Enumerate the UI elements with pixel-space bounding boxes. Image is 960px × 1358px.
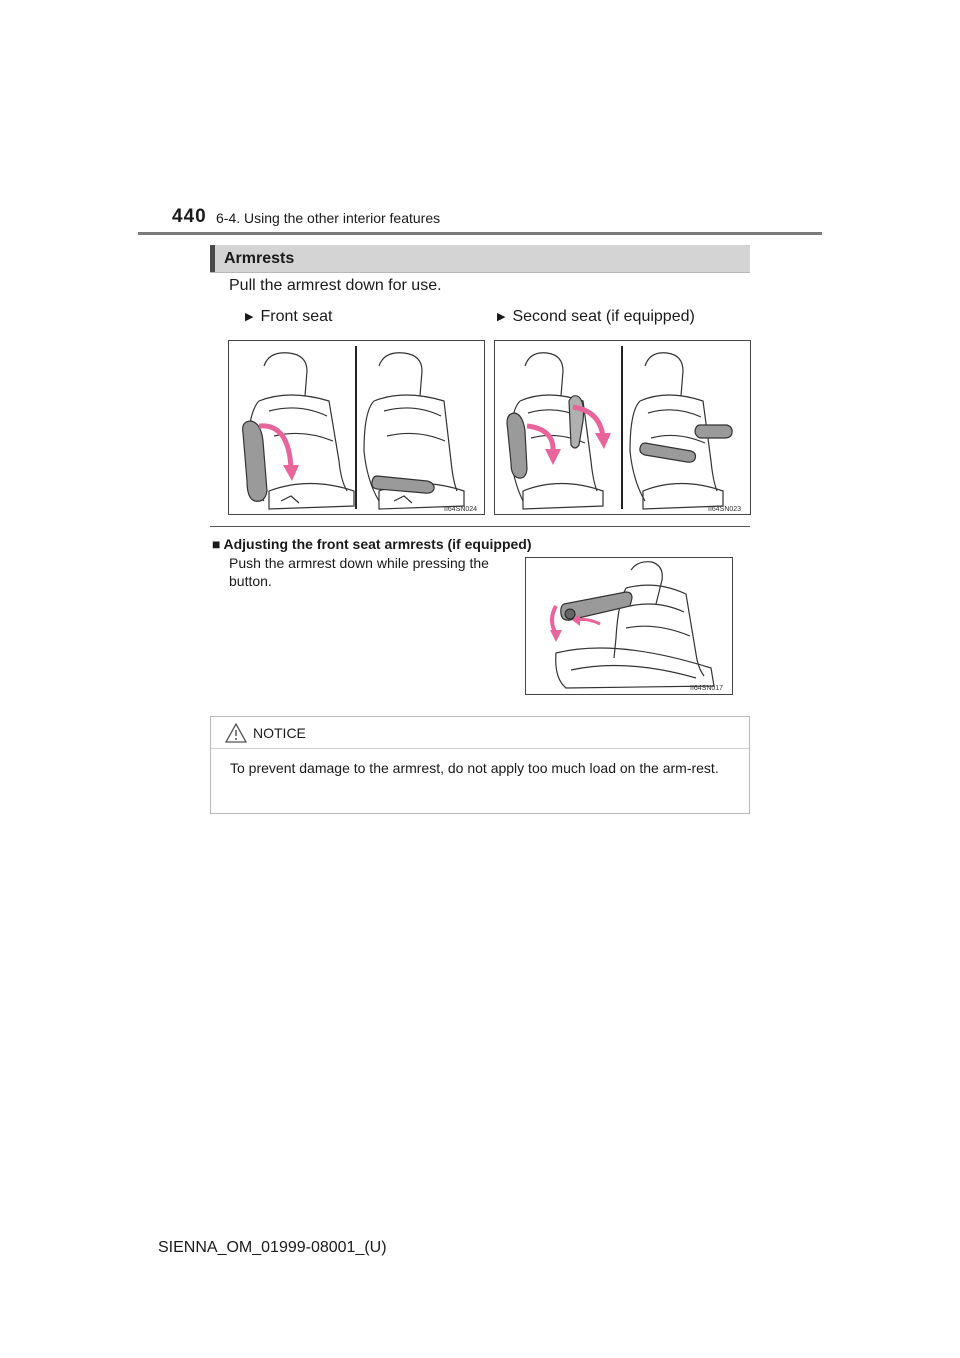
armrest-button — [565, 609, 575, 619]
footer-doc-code: SIENNA_OM_01999-08001_(U) — [158, 1239, 387, 1256]
notice-box — [210, 716, 750, 814]
triangle-right-icon: ▶ — [497, 311, 506, 323]
arrowhead-icon — [550, 630, 562, 642]
arrowhead-icon — [283, 465, 299, 481]
lowered-armrest-outer — [640, 443, 696, 462]
lowered-armrest-inner — [695, 425, 732, 438]
header-rule — [138, 232, 822, 235]
figure-code-adjust: II64SN017 — [690, 685, 724, 692]
raised-armrest-outer — [507, 413, 527, 478]
second-seat-illustration — [495, 341, 750, 514]
notice-label: NOTICE — [253, 725, 306, 741]
arrowhead-icon — [595, 433, 611, 449]
section-divider — [210, 526, 750, 527]
section-heading-accent — [210, 245, 215, 272]
figure-code-front: II64SN024 — [444, 506, 478, 513]
subsection-title: Adjusting the front seat armrests (if equipped) — [223, 536, 532, 552]
intro-text: Pull the armrest down for use. — [229, 277, 442, 294]
adjust-armrest-illustration — [526, 558, 732, 694]
figure-second-seat-armrest — [494, 340, 751, 515]
section-heading-bar — [210, 245, 750, 273]
subsection-heading — [212, 536, 532, 552]
figure-front-seat-armrest — [228, 340, 485, 515]
caption-second-seat — [497, 308, 695, 326]
raised-armrest — [243, 421, 267, 501]
down-arrow-icon — [527, 426, 553, 453]
chapter-section-title: 6-4. Using the other interior features — [216, 210, 441, 226]
square-bullet-icon: ■ — [212, 536, 221, 552]
press-arrow-icon — [578, 620, 600, 625]
caption-front-seat — [245, 308, 333, 326]
front-seat-illustration — [229, 341, 484, 514]
rotate-arrow-icon — [552, 606, 556, 634]
caption-front-seat-label: Front seat — [260, 308, 333, 325]
notice-header — [211, 717, 749, 749]
notice-text: To prevent damage to the armrest, do not apply too much load on the arm-rest. — [230, 760, 719, 776]
warning-triangle-icon — [225, 723, 247, 743]
figure-code-second: II64SN023 — [708, 506, 742, 513]
arrowhead-icon — [545, 449, 561, 465]
subsection-body: Push the armrest down while pressing the button. — [229, 555, 489, 589]
section-heading: Armrests — [224, 250, 295, 267]
figure-adjust-armrest — [525, 557, 733, 695]
caption-second-seat-label: Second seat (if equipped) — [512, 308, 695, 325]
page-number: 440 — [172, 206, 207, 227]
raised-armrest-inner — [569, 396, 584, 448]
triangle-right-icon: ▶ — [245, 311, 254, 323]
